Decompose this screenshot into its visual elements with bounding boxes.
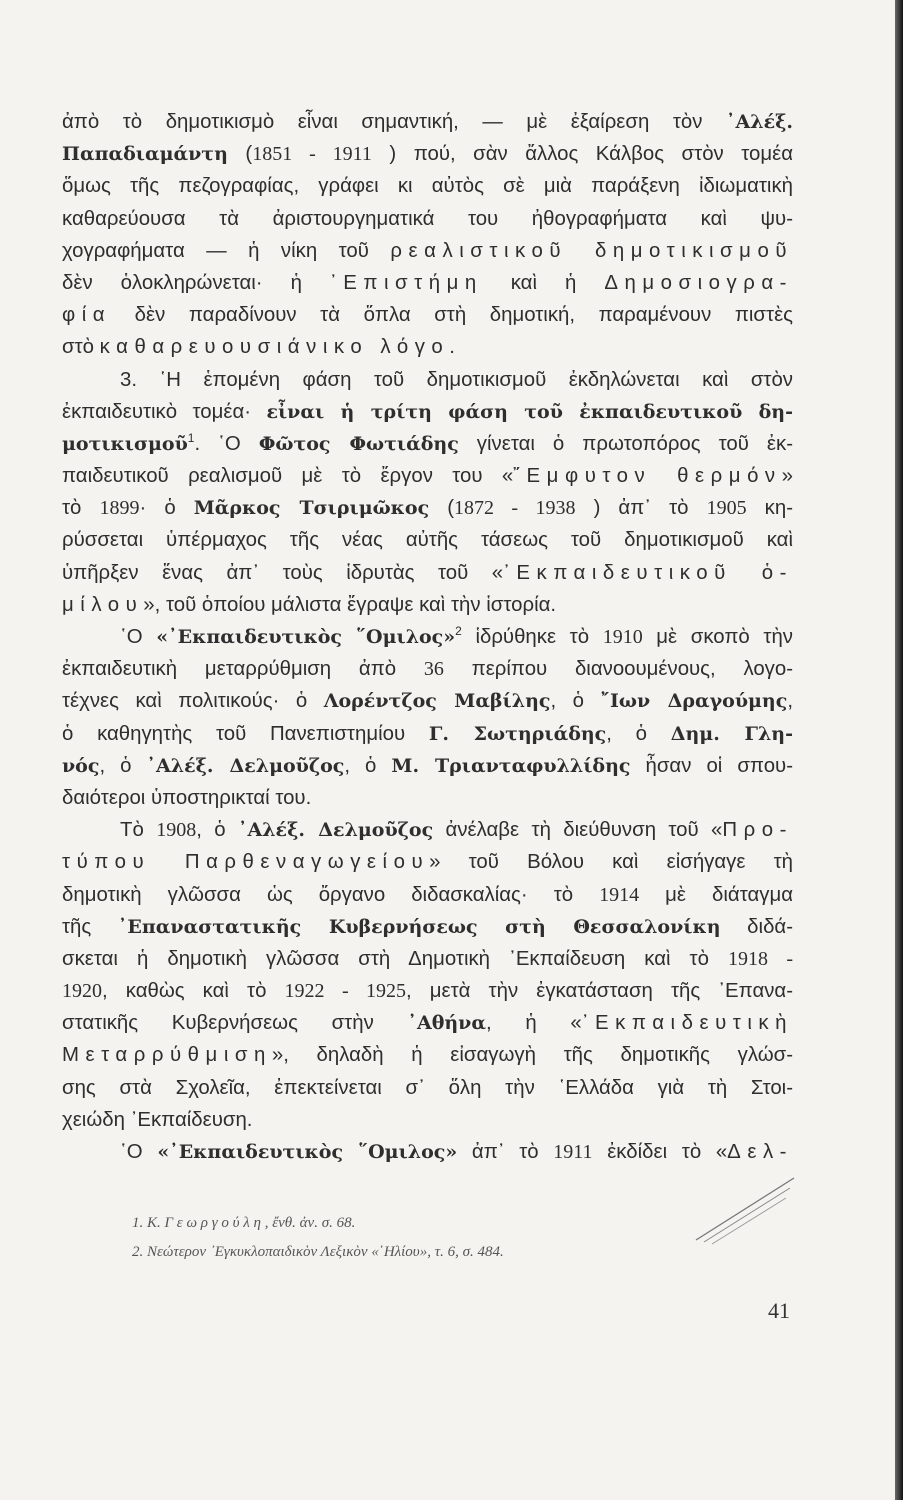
text-line	[62, 653, 793, 685]
footnote-1	[132, 1215, 732, 1232]
text-run: 1908	[156, 819, 197, 842]
text-run: χειώδη ᾽Εκπαίδευση.	[62, 1108, 253, 1131]
text-line	[62, 685, 793, 717]
text-run: Μᾶρκος Τσιριμῶκος	[193, 497, 430, 520]
text-run: Δημοσιογρα-	[604, 271, 793, 294]
text-run: ὁ καθηγητὴς τοῦ Πανεπιστημίου	[62, 722, 429, 745]
text-run: » τοῦ Βόλου καὶ εἰσήγαγε τὴ	[429, 851, 793, 874]
text-run: 1914	[599, 883, 640, 906]
text-run: ἱδρύθηκε τὸ	[461, 626, 603, 648]
text-run: δὲν παραδίνουν τὰ ὅπλα στὴ δημοτική, παραμένουν πιστὲς	[111, 304, 793, 327]
text-line	[62, 428, 793, 460]
text-run: , ὁ	[606, 722, 671, 745]
text-run: δημοτικὴ γλῶσσα ὡς ὄργανο διδασκαλίας· τὸ	[62, 883, 600, 906]
text-run: ὅμως τῆς πεζογραφίας, γράφει κι αὐτὸς σὲ μιὰ παράξενη ἰδιωματικὴ	[62, 175, 793, 198]
text-run: περίπου διανοουμένους, λογο-	[443, 658, 793, 681]
text-run: Μ. Τριανταφυλλίδης	[391, 754, 631, 777]
text-run: , ἡ «	[486, 1012, 582, 1035]
text-run: Προ-	[722, 819, 793, 842]
text-line	[62, 718, 793, 750]
text-run: , ὁ	[344, 754, 392, 777]
text-run: δαιότεροι ὑποστηρικταί του.	[62, 786, 312, 809]
text-run: ἀπ᾽ τὸ	[457, 1141, 554, 1163]
text-run: 1911	[553, 1141, 593, 1163]
text-run: . ῾Ο	[194, 432, 259, 455]
footnote-text: 2. Νεώτερον ᾽Εγκυκλοπαιδικὸν Λεξικὸν «῾Ηλίου», τ. 6, σ. 484.	[132, 1244, 504, 1260]
text-line	[62, 846, 793, 878]
text-run: ἦσαν οἱ σπου-	[630, 754, 793, 777]
text-run: ἐκπαιδευτικὸ τομέα·	[62, 400, 267, 423]
text-run: καθαρεύουσα τὰ ἀριστουργηματικά του ἠθογραφήματα καὶ ψυ-	[62, 207, 793, 230]
text-run: μοτικισμοῦ	[62, 432, 188, 455]
text-run: ᾽Αλέξ.	[726, 111, 793, 133]
text-run: Δημ. Γλη-	[670, 722, 793, 745]
text-line	[62, 879, 793, 911]
body-text	[62, 106, 793, 1168]
page-edge-shadow	[895, 0, 903, 1500]
text-run: γίνεται ὁ πρωτοπόρος τοῦ ἐκ-	[458, 432, 793, 455]
text-run: μίλου	[62, 593, 144, 616]
pen-mark-scribble	[690, 1168, 800, 1248]
text-run: ρύσσεται ὑπέρμαχος τῆς νέας αὐτῆς τάσεως τοῦ δημοτικισμοῦ καὶ	[62, 529, 793, 552]
text-run: ῾Ο	[120, 626, 157, 648]
text-run: 1905	[706, 497, 747, 520]
text-run: ᾽Αλέξ. Δελμοῦζος	[146, 754, 345, 777]
text-run: ) ἀπ᾽ τὸ	[575, 497, 707, 520]
text-line	[62, 1072, 793, 1104]
text-run: μὲ διάταγμα	[639, 883, 793, 906]
text-run: 3. ῾Η ἑπομένη φάση τοῦ δημοτικισμοῦ ἐκδηλώνεται καὶ στὸν	[120, 368, 793, 391]
text-run: , ὁ	[550, 690, 601, 713]
text-run: νός	[62, 754, 100, 777]
text-run: κη-	[746, 497, 793, 520]
text-run: ὑπῆρξεν ἕνας ἀπ᾽ τοὺς ἱδρυτὰς τοῦ «	[62, 561, 504, 584]
text-run: καὶ ἡ	[482, 271, 605, 294]
text-line	[62, 524, 793, 556]
text-line	[62, 331, 793, 363]
text-run: 1899	[99, 497, 140, 520]
text-line	[62, 396, 793, 428]
footnote-text: 1. Κ.	[132, 1215, 165, 1231]
text-line	[62, 106, 793, 138]
text-run: Γ. Σωτηριάδης	[428, 722, 607, 745]
text-run: Λορέντζος Μαβίλης	[323, 690, 551, 713]
text-run: ῎Εμφυτον θερμόν	[513, 465, 782, 488]
text-run: τέχνες καὶ πολιτικούς· ὁ	[62, 690, 324, 713]
text-run: «᾽Εκπαιδευτικὸς ῞Ομιλος»	[157, 1141, 458, 1163]
text-run: τῆς	[62, 915, 118, 938]
text-line	[62, 975, 793, 1007]
text-line	[62, 911, 793, 943]
text-run: μὲ σκοπὸ τὴν	[642, 626, 793, 648]
footnote-ref: 2	[455, 624, 462, 639]
text-run: 1872 - 1938	[454, 497, 576, 520]
text-line	[62, 750, 793, 782]
text-run: ᾽Επαναστατικῆς Κυβερνήσεως στὴ Θεσσαλονίκη	[117, 915, 721, 938]
text-run: , καθὼς καὶ τὸ	[102, 980, 285, 1003]
text-run: · ὁ	[139, 497, 194, 520]
footnote-ref: 1	[187, 431, 195, 446]
text-run: φία	[62, 304, 112, 327]
text-run: ἀνέλαβε τὴ διεύθυνση τοῦ «	[433, 819, 723, 842]
text-line	[62, 299, 793, 331]
text-run: , ὁ	[99, 754, 147, 777]
text-run: 1920	[62, 980, 102, 1003]
text-run: σκεται ἡ δημοτικὴ γλῶσσα στὴ Δημοτικὴ ᾽Εκπαίδευση καὶ τὸ	[62, 947, 728, 970]
text-line	[62, 1039, 793, 1071]
text-run: τὸ	[62, 497, 100, 520]
text-run: ῾Ο	[120, 1141, 158, 1163]
text-run: παιδευτικοῦ ρεαλισμοῦ μὲ τὸ ἔργον του «	[62, 465, 514, 488]
text-run: ᾽Αλέξ. Δελμοῦζος	[237, 819, 434, 842]
text-run: σης στὰ Σχολεῖα, ἐπεκτείνεται σ᾽ ὅλη τὴν ῾Ελλάδα γιὰ τὴ Στοι-	[62, 1076, 793, 1099]
footnote-text: , ἔνθ. ἀν. σ. 68.	[264, 1215, 356, 1231]
text-run: », τοῦ ὁποίου μάλιστα ἔγραψε καὶ τὴν ἱστορία.	[143, 593, 557, 616]
text-run: ῎Ιων Δραγούμης	[600, 690, 788, 713]
text-line	[62, 621, 793, 653]
text-run: Δελ-	[727, 1141, 793, 1163]
text-run: ᾽Επιστήμη	[329, 271, 483, 294]
text-line	[62, 203, 793, 235]
text-line	[62, 782, 793, 814]
footnote-text: Γεωργούλη	[164, 1215, 265, 1231]
text-line	[62, 814, 793, 846]
text-run: ᾽Εκπαιδευτικοῦ ὁ-	[503, 561, 793, 584]
text-line	[62, 557, 793, 589]
text-run: ἀπὸ τὸ δημοτικισμὸ εἶναι σημαντική, — μὲ ἐξαίρεση τὸν	[62, 111, 727, 133]
text-run: 1922 - 1925	[284, 980, 407, 1003]
text-run: χογραφήματα — ἡ νίκη τοῦ	[62, 239, 391, 262]
text-run: Φῶτος Φωτιάδης	[258, 432, 459, 455]
text-run: , ὁ	[196, 819, 238, 842]
text-line	[62, 589, 793, 621]
text-run: τύπου Παρθεναγωγείου	[62, 851, 430, 874]
text-run: ἐκπαιδευτικὴ μεταρρύθμιση ἀπὸ	[62, 658, 424, 681]
text-run: στατικῆς Κυβερνήσεως στὴν	[62, 1012, 408, 1035]
text-run: 1918 -	[727, 947, 793, 970]
text-run: Μεταρρύθμιση	[62, 1044, 272, 1067]
text-run: στὸ	[62, 336, 100, 359]
text-run: 1851 - 1911	[252, 143, 372, 166]
text-run: ᾽Εκπαιδευτικὴ	[581, 1012, 793, 1035]
text-line	[62, 267, 793, 299]
text-run: (	[429, 497, 455, 520]
text-run: ρεαλιστικοῦ δημοτικισμοῦ	[390, 239, 793, 262]
text-line	[62, 460, 793, 492]
text-line	[62, 1007, 793, 1039]
text-run: δὲν ὁλοκληρώνεται· ἡ	[62, 271, 330, 294]
text-line	[62, 1104, 793, 1136]
page-number: 41	[768, 1298, 790, 1323]
text-run: «᾽Εκπαιδευτικὸς ῞Ομιλος»	[156, 626, 456, 648]
text-line	[62, 170, 793, 202]
text-line	[62, 364, 793, 396]
text-run: Παπαδιαμάντη	[62, 143, 228, 166]
text-run: (	[227, 143, 253, 166]
text-run: καθαρευουσιάνικο λόγο.	[99, 336, 462, 359]
text-line	[62, 492, 793, 524]
text-run: Τὸ	[120, 819, 157, 842]
text-run: , μετὰ τὴν ἐγκατάσταση τῆς ᾽Επανα-	[406, 980, 793, 1003]
text-run: εἶναι ἡ τρίτη φάση τοῦ ἐκπαιδευτικοῦ δη-	[266, 400, 793, 423]
text-run: »	[781, 465, 793, 488]
text-run: 1910	[602, 626, 643, 648]
text-line	[62, 235, 793, 267]
text-line	[62, 138, 793, 170]
text-run: 36	[423, 658, 444, 681]
text-run: διδά-	[720, 915, 793, 938]
text-run: ,	[787, 690, 793, 713]
text-run: », δηλαδὴ ἡ εἰσαγωγὴ τῆς δημοτικῆς γλώσ-	[271, 1044, 793, 1067]
footnote-2	[132, 1244, 732, 1261]
text-line	[62, 1136, 793, 1168]
text-run: ) πού, σὰν ἄλλος Κάλβος στὸν τομέα	[371, 143, 793, 166]
text-run: ᾽Αθήνα	[407, 1012, 486, 1035]
text-line	[62, 943, 793, 975]
text-run: ἐκδίδει τὸ «	[592, 1141, 728, 1163]
